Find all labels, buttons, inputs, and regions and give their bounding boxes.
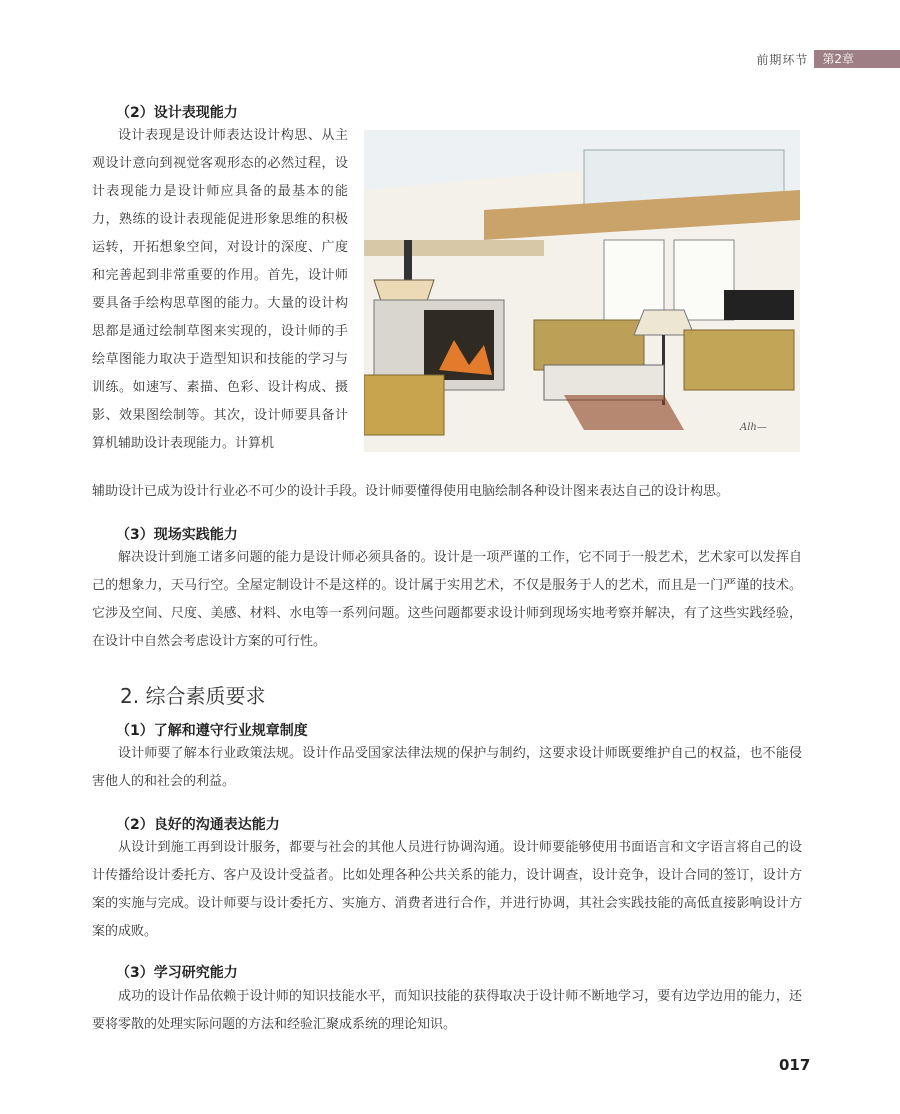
paragraph-industry-regulations: 设计师要了解本行业政策法规。设计作品受国家法律法规的保护与制约，这要求设计师既要维护自己的权益，也不能侵害他人的和社会的利益。 bbox=[92, 746, 802, 789]
artist-signature: Alh— bbox=[740, 422, 767, 433]
paragraph-learning-research: 成功的设计作品依赖于设计师的知识技能水平，而知识技能的获得取决于设计师不断地学习，要有边学边用的能力，还要将零散的处理实际问题的方法和经验汇聚成系统的理论知识。 bbox=[92, 989, 802, 1032]
paragraph-communication: 从设计到施工再到设计服务，都要与社会的其他人员进行协调沟通。设计师要能够使用书面语言和文字语言将自己的设计传播给设计委托方、客户及设计受益者。比如处理各种公共关系的能力，设计调查，设计竞争，设计合同的签订，设计方案的实施与完成。设计师要与设计委托方、实施方、消费者进行合作，并进行协调，其社会实践技能的高低直接影响设计方案的成败。 bbox=[92, 840, 802, 939]
section-heading-comprehensive-quality: 2. 综合素质要求 bbox=[120, 684, 266, 708]
heading-industry-regulations: （1）了解和遵守行业规章制度 bbox=[116, 723, 308, 739]
paragraph-design-expression: 设计表现是设计师表达设计构思、从主观设计意向到视觉客观形态的必然过程，设计表现能力是设计师应具备的最基本的能力，熟练的设计表现能促进形象思维的积极运转，开拓想象空间，对设计的深度、广度和完善起到非常重要的作用。首先，设计师要具备手绘构思草图的能力。大量的设计构思都是通过绘制草图来实现的，设计师的手绘草图能力取决于造型知识和技能的学习与训练。如速写、素描、色彩、设计构成、摄影、效果图绘制等。其次，设计师要具备计算机辅助设计表现能力。计算机 bbox=[92, 128, 348, 451]
heading-design-expression: （2）设计表现能力 bbox=[116, 105, 238, 121]
chapter-title: 前期环节 bbox=[756, 52, 809, 67]
heading-communication: （2）良好的沟通表达能力 bbox=[116, 817, 280, 833]
interior-sketch-illustration bbox=[364, 130, 800, 452]
chapter-badge: 第2章 bbox=[814, 50, 900, 68]
page-number: 017 bbox=[779, 1056, 811, 1074]
heading-learning-research: （3）学习研究能力 bbox=[116, 965, 238, 981]
running-header bbox=[756, 50, 900, 68]
heading-field-practice: （3）现场实践能力 bbox=[116, 527, 238, 543]
paragraph-design-expression-cont: 辅助设计已成为设计行业必不可少的设计手段。设计师要懂得使用电脑绘制各种设计图来表达自己的设计构思。 bbox=[92, 484, 730, 499]
paragraph-field-practice: 解决设计到施工诸多问题的能力是设计师必须具备的。设计是一项严谨的工作，它不同于一般艺术，艺术家可以发挥自己的想象力，天马行空。全屋定制设计不是这样的。设计属于实用艺术，不仅是服务于人的艺术，而且是一门严谨的技术。它涉及空间、尺度、美感、材料、水电等一系列问题。这些问题都要求设计师到现场实地考察并解决，有了这些实践经验，在设计中自然会考虑设计方案的可行性。 bbox=[92, 550, 802, 649]
